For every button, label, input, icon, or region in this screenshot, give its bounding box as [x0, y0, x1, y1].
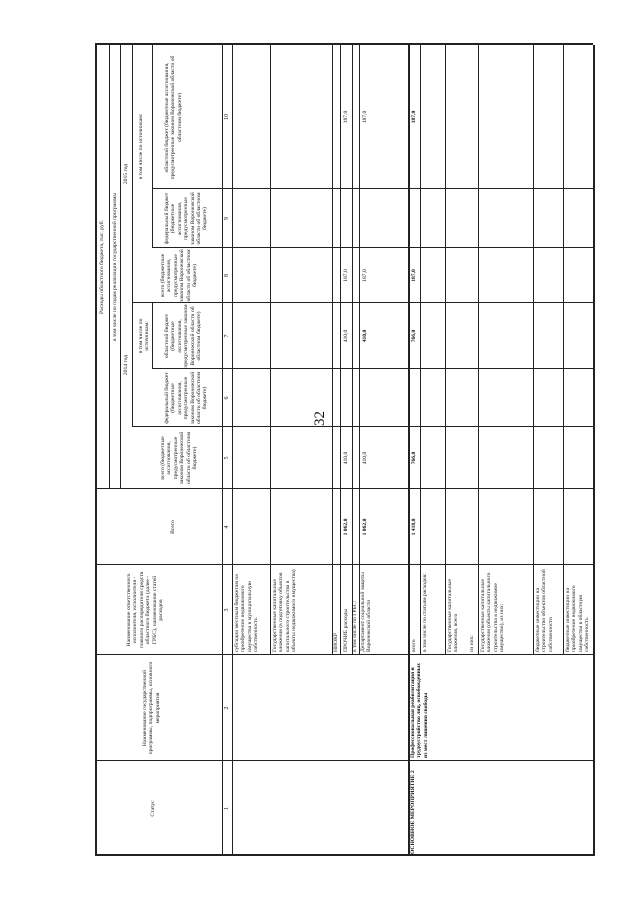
col-divider-6 — [152, 368, 593, 369]
col-divider-4 — [95, 488, 593, 489]
row-label-by-articles: в том числе по статьям расходов: — [422, 573, 428, 652]
header-line-4 — [152, 303, 153, 369]
col-number-1: 1 — [224, 807, 230, 810]
event2-2015-all: 187,0 — [411, 269, 417, 282]
event2-2014-regional: 766,0 — [411, 329, 417, 343]
department-2015-all: 187,0 — [362, 269, 368, 282]
row-line-5 — [359, 45, 360, 655]
col-divider-7 — [132, 302, 593, 303]
header-all-budget-2014: всего (бюджетные ассигнования, предусмотренные законом Воронежской области об областном бюджете) — [160, 431, 199, 485]
row-label-budget-invest: бюджетные инвестиции на строительство объектов областной собственности — [535, 569, 554, 652]
row-line-6 — [420, 45, 421, 655]
col-number-8: 8 — [224, 274, 230, 277]
header-by-sources-2015: в том числе по источникам: — [138, 113, 144, 180]
header-program-name: Наименование государственной программы, подпрограммы, основного мероприятия — [142, 661, 161, 755]
page-number: 32 — [312, 411, 328, 426]
col-divider-3 — [95, 564, 593, 565]
header-federal-2015: федеральный бюджет (бюджетные ассигнования, предусмотренные законом Воронежской области об областном бюджете) — [164, 192, 209, 245]
col-divider-5 — [132, 426, 593, 427]
row-label-other: ПРОЧИЕ расходы — [343, 608, 349, 652]
row-label-capital-investments: Государственные капитальные вложения (в подготовку объектов капитального строительства в объекты недвижимого имущества) — [272, 569, 298, 652]
header-line-7 — [232, 45, 233, 856]
row-label-subsidies: субсидии местным бюджетам на приобретение недвижимого имущества в муниципальную собственность — [234, 574, 260, 652]
header-line-6 — [222, 45, 223, 856]
header-in-years: в том числе по годам реализации государственной программы — [112, 192, 118, 342]
department-total: 1 062,0 — [362, 518, 368, 536]
row-label-department: Департамент социальной защиты Воронежской области — [360, 572, 373, 652]
row-line-10 — [563, 45, 564, 655]
row-label-gkv: Государственные капитальные вложения, всего — [447, 579, 460, 652]
header-line-5 — [152, 45, 153, 248]
row-line-3 — [340, 45, 341, 655]
row-line-2 — [332, 45, 333, 655]
table-top-border — [95, 45, 97, 856]
row-label-gkv-objects: Государственные капитальные вложения (объекты капитального строительства в недвижимое имущество), из них: — [480, 572, 506, 652]
header-total: Всего — [170, 520, 176, 534]
header-status: Статус — [150, 800, 156, 817]
header-line-2 — [120, 45, 121, 489]
col-number-2: 2 — [224, 706, 230, 710]
header-regional-2014: областной бюджет (бюджетные ассигнования, предусмотренные законом Воронежской области об областном бюджете) — [164, 304, 203, 368]
table-bottom-border — [593, 45, 595, 856]
event2-2014-all: 766,0 — [411, 451, 417, 465]
row-line-4 — [352, 45, 353, 655]
row-line-9 — [533, 45, 534, 655]
col-number-3: 3 — [224, 608, 230, 612]
department-2014-regional: 410,0 — [362, 329, 368, 343]
header-expenses: Расходы областного бюджета, тыс. руб. — [99, 220, 105, 314]
event2-total-label: всего — [411, 639, 417, 652]
col-divider-8 — [152, 247, 593, 248]
header-federal-2014: федеральный бюджет (бюджетные ассигнования, предусмотренные законом Воронежской области об областном бюджете) — [164, 371, 209, 425]
other-2014-all: 410,0 — [343, 451, 349, 465]
other-total: 1 062,0 — [343, 518, 349, 536]
table-left-border — [95, 854, 593, 856]
col-number-6: 6 — [224, 396, 230, 400]
other-2015-all: 187,0 — [343, 269, 349, 282]
event2-name: Профессиональная реабилитация и трудоустройство лиц, освобожденных из мест лишения свободы — [410, 663, 429, 758]
col-number-4: 4 — [224, 525, 230, 529]
other-2015-regional: 187,0 — [343, 110, 349, 124]
row-label-of-them: из них: — [469, 635, 475, 652]
header-regional-2015: областной бюджет (бюджетные ассигнования, предусмотренные законом Воронежской области об областном бюджете) — [164, 55, 183, 180]
row-line-7 — [445, 45, 446, 655]
header-all-budget-2015: всего (бюджетные ассигнования, предусмотренные законом Воронежской области об областном бюджете) — [160, 249, 199, 302]
col-number-7: 7 — [224, 334, 230, 338]
department-2014-all: 410,0 — [362, 451, 368, 465]
header-by-sources-2014: в том числе по источникам: — [138, 318, 151, 354]
other-2014-regional: 410,0 — [343, 329, 349, 343]
table-right-border — [95, 43, 593, 45]
event2-status: ОСНОВНОЕ МЕРОПРИЯТИЕ 2 — [410, 770, 416, 854]
event2-total: 1 418,0 — [411, 518, 417, 536]
header-year-2015: 2015 год — [123, 163, 129, 185]
header-executor: Наименование ответственного исполнителя, исполнителя - главного распорядителя средств областного бюджета (далее - ГРБС), наименование статей расходов — [126, 571, 165, 649]
col-divider-1 — [95, 760, 593, 761]
header-year-2014: 2014 год — [123, 354, 129, 376]
event2-2015-regional: 187,0 — [411, 110, 417, 124]
col-number-5: 5 — [224, 456, 230, 460]
row-label-budget-invest-acq: бюджетные инвестиции на приобретение недвижимого имущества в областную собственность — [565, 585, 591, 652]
row-label-niokr: НИОКР — [333, 633, 339, 652]
row-line-8 — [478, 45, 479, 655]
row-label-by-grbs: в том числе по ГРБС: — [352, 601, 358, 652]
col-number-9: 9 — [224, 217, 230, 220]
row-line-1 — [270, 45, 271, 655]
col-divider-9 — [152, 188, 593, 189]
header-line-3 — [132, 45, 133, 427]
header-line-1 — [109, 45, 110, 489]
col-number-10: 10 — [224, 114, 230, 120]
department-2015-regional: 187,0 — [362, 110, 368, 124]
col-divider-2 — [95, 654, 593, 655]
